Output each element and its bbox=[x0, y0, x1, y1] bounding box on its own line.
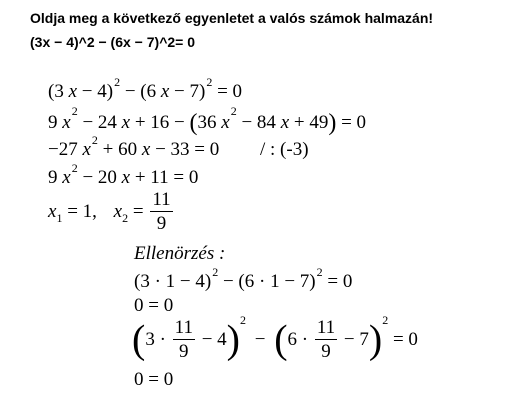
solution-line-3: −27 $x^2 + 60$ x − 33 = 0 bbox=[48, 133, 220, 160]
check-line-2: 0 = 0 bbox=[134, 295, 174, 316]
check-title: Ellenörzés : bbox=[134, 243, 226, 264]
solution-line-1: (3 x − 4)$^2$ − (6 x − 7)$^2$ = 0 bbox=[48, 75, 243, 102]
task-instruction: Oldja meg a következő egyenletet a valós számok halmazán! bbox=[30, 10, 434, 26]
roots-line: $x_1 = 1$, $x_2$ = $\frac{11}{9}$ bbox=[48, 189, 171, 234]
root-fraction: $\frac{11}{9}$ bbox=[152, 189, 171, 234]
solution-line-4: 9 $x^2 - 20$ x + 11 = 0 bbox=[48, 161, 199, 188]
check-line-4: 0 = 0 bbox=[134, 369, 174, 390]
task-equation: (3x − 4)^2 − (6x − 7)^2= 0 bbox=[30, 34, 196, 50]
division-note: / : (-3) bbox=[260, 139, 309, 160]
check-line-3: (3 · $\frac{11}{9}$ − 4)$^2$ − (6 · $\frac{11}{9}$ − 7)$^2$ = 0 bbox=[132, 312, 418, 362]
solution-line-2: 9 $x^2 - 24$ x + 16 − (36 $x^2 - 84$ x + 49) = 0 bbox=[48, 104, 367, 136]
check-line-1: $(3 \cdot 1 - 4)^2 - (6 \cdot 1 - 7)^2 = 0$ bbox=[134, 265, 353, 292]
